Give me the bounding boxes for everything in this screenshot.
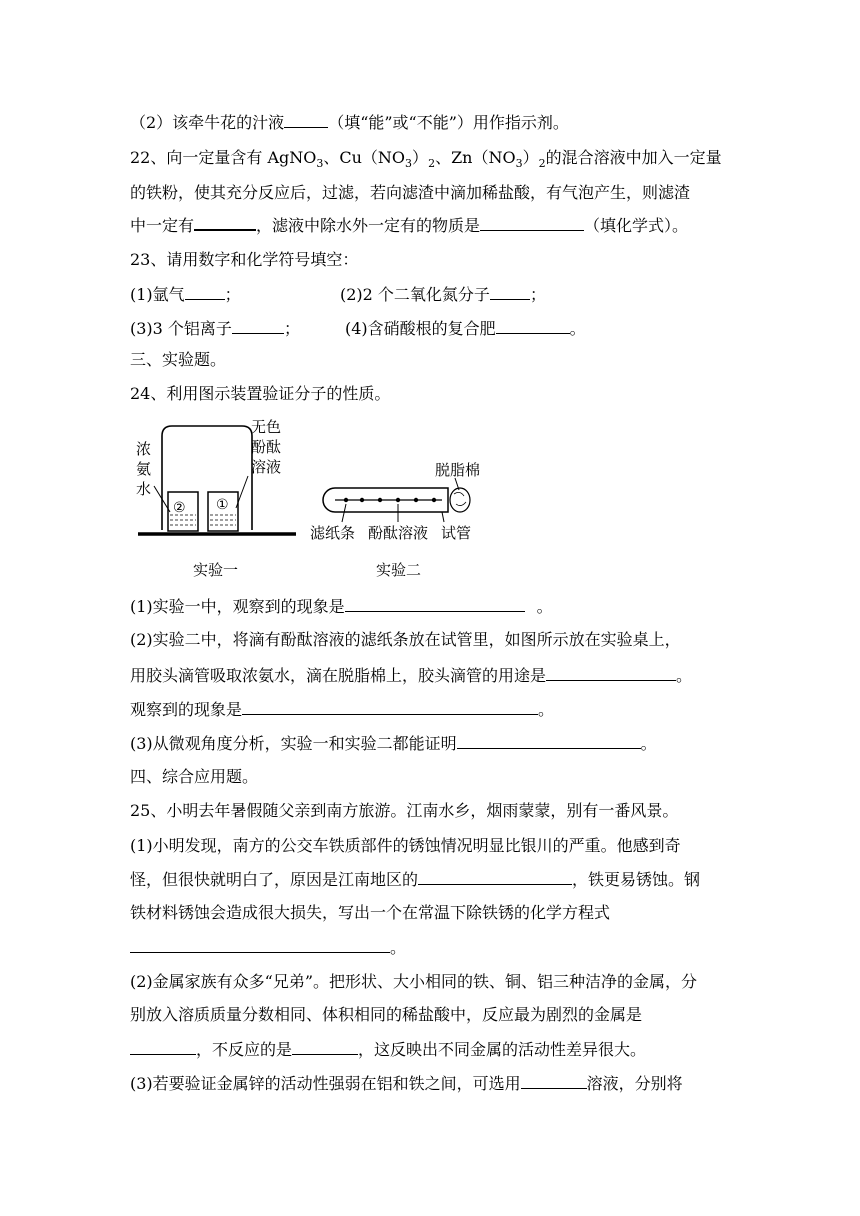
- subscript: 3: [316, 157, 324, 171]
- q24-part1: [130, 596, 553, 617]
- q25-text: 怪，但很快就明白了，原因是江南地区的: [130, 870, 419, 889]
- label-nong: 浓: [136, 440, 152, 458]
- q23-text: (2)2 个二氧化氮分子: [340, 285, 490, 304]
- label-shui: 水: [136, 480, 152, 498]
- q25-text: 溶液，分别将: [586, 1074, 683, 1093]
- q25-text: (3)若要验证金属锌的活动性强弱在铝和铁之间，可选用: [130, 1074, 521, 1093]
- q25-text: 。: [390, 938, 407, 957]
- answer-blank[interactable]: [490, 284, 530, 300]
- cotton-plug: [450, 488, 470, 512]
- q22-line3: [130, 214, 688, 236]
- q23-item1: [130, 284, 241, 305]
- subscript: 3: [405, 157, 413, 171]
- q23-text: ；: [283, 319, 300, 338]
- q23-item2: [340, 284, 546, 305]
- answer-blank[interactable]: [130, 937, 390, 953]
- q21-part2-line: [130, 112, 569, 133]
- label-absorbent-cotton: 脱脂棉: [435, 461, 481, 479]
- answer-blank[interactable]: [345, 596, 525, 612]
- experiment-figure: [130, 412, 490, 587]
- subscript: 2: [428, 157, 436, 171]
- label-phenolphthalein-solution: 酚酞溶液: [368, 524, 429, 542]
- subscript: 3: [515, 157, 523, 171]
- q23-title: 23、请用数字和化学符号填空：: [130, 250, 359, 269]
- q25-line6: (2)金属家族有众多“兄弟”。把形状、大小相同的铁、铜、铝三种洁净的金属，分: [130, 972, 698, 991]
- q22-text: ）: [412, 148, 429, 167]
- q23-item3: [130, 318, 300, 339]
- q24-text: 。: [640, 734, 657, 753]
- q23-text: (3)3 个铝离子: [130, 319, 232, 338]
- q22-line2: 的铁粉，使其充分反应后，过滤，若向滤渣中滴加稀盐酸，有气泡产生，则滤渣: [130, 183, 691, 202]
- q22-text: ，滤液中除水外一定有的物质是: [256, 216, 481, 235]
- answer-blank[interactable]: [130, 1039, 196, 1055]
- label-phenolphthalein: 酚酞: [251, 438, 282, 456]
- q23-text: 。: [569, 319, 586, 338]
- q22-text: 、Zn（NO: [435, 148, 516, 167]
- q24-text: (1)实验一中，观察到的现象是: [130, 597, 345, 616]
- experiment-one-diagram: [136, 418, 296, 579]
- q24-title: 24、利用图示装置验证分子的性质。: [130, 384, 391, 403]
- q24-text: 。: [676, 666, 693, 685]
- q25-line2: (1)小明发现，南方的公交车铁质部件的锈蚀情况明显比银川的严重。他感到奇: [130, 836, 681, 855]
- subscript: 2: [538, 157, 546, 171]
- q25-line5: [130, 937, 406, 958]
- answer-blank[interactable]: [292, 1039, 358, 1055]
- q25-text: ，铁更易锈蚀。钢: [572, 870, 701, 889]
- answer-blank[interactable]: [242, 699, 538, 715]
- q23-text: (1)氩气: [130, 285, 185, 304]
- q25-line7: 别放入溶质质量分数相同、体积相同的稀盐酸中，反应最为剧烈的金属是: [130, 1005, 643, 1024]
- label-colorless: 无色: [251, 418, 282, 436]
- experiment-two-diagram: [310, 461, 480, 579]
- q22-text: 、Cu（NO: [323, 148, 406, 167]
- answer-blank[interactable]: [232, 318, 284, 334]
- beaker-2-label: ②: [173, 500, 186, 516]
- label-filter-paper: 滤纸条: [310, 524, 356, 542]
- q25-line8: [130, 1039, 646, 1060]
- q24-part2-line2: [130, 665, 692, 686]
- answer-blank[interactable]: [457, 733, 641, 749]
- q22-text: ）: [522, 148, 539, 167]
- q23-text: ；: [529, 285, 546, 304]
- q22-text: 的混合溶液中加入一定量: [545, 148, 722, 167]
- q22-text: 中一定有: [130, 216, 195, 235]
- answer-blank[interactable]: [546, 665, 676, 681]
- answer-blank[interactable]: [496, 318, 570, 334]
- q25-line1: 25、小明去年暑假随父亲到南方旅游。江南水乡，烟雨蒙蒙，别有一番风景。: [130, 801, 679, 820]
- q25-text: ，不反应的是: [196, 1040, 293, 1059]
- q22-line1: [130, 148, 722, 171]
- answer-blank[interactable]: [284, 112, 328, 128]
- q23-item4: [345, 318, 586, 339]
- answer-blank[interactable]: [418, 869, 572, 885]
- section-3-heading: 三、实验题。: [130, 350, 227, 369]
- q24-text: 观察到的现象是: [130, 700, 243, 719]
- q22-text: 22、向一定量含有 AgNO: [130, 148, 317, 167]
- q24-part2-line1: (2)实验二中，将滴有酚酞溶液的滤纸条放在试管里，如图所示放在实验桌上，: [130, 630, 681, 649]
- q25-line3: [130, 869, 700, 890]
- q24-text: 。: [538, 700, 555, 719]
- experiment-one-caption: 实验一: [193, 561, 239, 579]
- q24-part2-line3: [130, 699, 554, 720]
- answer-blank[interactable]: [194, 214, 256, 231]
- q24-text: 用胶头滴管吸取浓氨水，滴在脱脂棉上，胶头滴管的用途是: [130, 666, 547, 685]
- label-an: 氨: [136, 460, 152, 478]
- q23-text: ；: [224, 285, 241, 304]
- label-test-tube: 试管: [441, 524, 472, 542]
- q25-text: ，这反映出不同金属的活动性差异很大。: [358, 1040, 647, 1059]
- section-4-heading: 四、综合应用题。: [130, 767, 259, 786]
- q24-text: (3)从微观角度分析，实验一和实验二都能证明: [130, 734, 457, 753]
- q25-line9: [130, 1073, 683, 1094]
- answer-blank[interactable]: [185, 284, 225, 300]
- experiment-two-caption: 实验二: [376, 561, 422, 579]
- q21-text-post: （填“能”或“不能”）用作指示剂。: [328, 113, 569, 132]
- q24-text: 。: [536, 597, 553, 616]
- q21-text-pre: （2）该牵牛花的汁液: [130, 113, 285, 132]
- q23-text: (4)含硝酸根的复合肥: [345, 319, 496, 338]
- q22-text: （填化学式）。: [584, 216, 689, 235]
- beaker-1-label: ①: [216, 497, 229, 513]
- q25-line4: 铁材料锈蚀会造成很大损失，写出一个在常温下除铁锈的化学方程式: [130, 903, 611, 922]
- label-solution: 溶液: [251, 458, 282, 476]
- answer-blank[interactable]: [521, 1073, 587, 1089]
- q24-part3: [130, 733, 657, 754]
- answer-blank[interactable]: [480, 215, 584, 231]
